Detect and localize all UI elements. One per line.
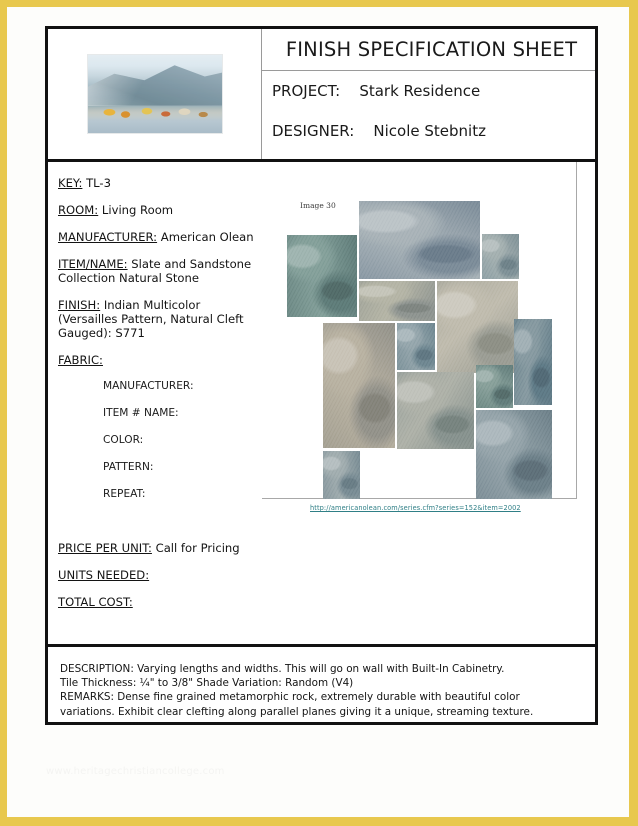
spec-field-item-name	[58, 257, 254, 285]
product-image-column	[262, 162, 595, 644]
frame-border-top	[0, 0, 638, 7]
spec-value-room: Living Room	[101, 203, 174, 217]
designer-field	[262, 122, 595, 140]
stone-tile	[476, 365, 513, 408]
header-photo-cell	[48, 29, 262, 159]
spec-field-units-needed	[58, 568, 254, 582]
stone-tile	[287, 235, 357, 317]
spec-label-manufacturer: MANUFACTURER:	[58, 230, 158, 244]
spec-field-room	[58, 203, 254, 217]
remarks-line-1: REMARKS: Dense fine grained metamorphic rock, extremely durable with beautiful color	[60, 691, 520, 704]
spec-label-total-cost: TOTAL COST:	[58, 595, 133, 609]
spec-label-room: ROOM:	[58, 203, 99, 217]
spec-field-total-cost	[58, 595, 254, 609]
page-watermark: www.heritagechristiancollege.com	[46, 766, 225, 777]
frame-border-bottom	[0, 817, 638, 826]
spec-label-item-name: ITEM/NAME:	[58, 257, 128, 271]
project-label: PROJECT:	[272, 82, 341, 100]
spec-field-manufacturer	[58, 230, 254, 244]
spec-value-finish: Indian Multicolor (Versailles Pattern, Natural Cleft Gauged): S771	[58, 298, 244, 340]
stone-tile	[437, 281, 518, 373]
table-body-row	[48, 162, 595, 647]
fabric-subfield-pattern: PATTERN:	[103, 461, 154, 473]
project-value: Stark Residence	[359, 82, 481, 100]
description-line-1: DESCRIPTION: Varying lengths and widths. This will go on wall with Built-In Cabinetry.	[60, 663, 505, 675]
spec-field-fabric	[58, 353, 254, 367]
stone-tile	[323, 451, 360, 499]
stone-image-panel	[262, 162, 577, 499]
header-text-cell	[262, 29, 595, 159]
specification-fields-column	[48, 162, 262, 644]
project-field	[262, 82, 595, 100]
spec-value-price-per-unit: Call for Pricing	[155, 541, 240, 555]
stone-tile	[476, 410, 552, 499]
fabric-subfield-manufacturer: MANUFACTURER:	[103, 380, 194, 392]
frame-border-right	[629, 0, 638, 826]
fabric-subfield-repeat: REPEAT:	[103, 488, 146, 500]
spec-label-fabric: FABRIC:	[58, 353, 103, 367]
designer-label: DESIGNER:	[272, 122, 355, 140]
stone-tile	[323, 323, 395, 448]
spec-field-key	[58, 176, 254, 190]
spec-field-price-per-unit	[58, 541, 254, 555]
spec-field-finish	[58, 298, 254, 340]
product-page-link[interactable]: http://americanolean.com/series.cfm?series=152&item=2002	[310, 504, 521, 512]
frame-border-left	[0, 0, 7, 826]
description-row	[48, 647, 595, 719]
designer-value: Nicole Stebnitz	[373, 122, 486, 140]
table-header-row	[48, 29, 595, 162]
spec-label-finish: FINISH:	[58, 298, 101, 312]
section-spacer	[58, 515, 254, 541]
stone-tile	[397, 323, 435, 370]
stone-tile	[397, 372, 474, 449]
stone-tile	[482, 234, 519, 279]
fabric-subfield-color: COLOR:	[103, 434, 144, 446]
fabric-subfield-item-name: ITEM # NAME:	[103, 407, 179, 419]
spec-label-units-needed: UNITS NEEDED:	[58, 568, 150, 582]
spec-label-key: KEY:	[58, 176, 83, 190]
page-title: FINISH SPECIFICATION SHEET	[262, 29, 595, 71]
remarks-line-2: variations. Exhibit clear clefting along parallel planes giving it a unique, streaming texture.	[60, 705, 534, 718]
spec-label-price-per-unit: PRICE PER UNIT:	[58, 541, 152, 555]
spec-value-key: TL-3	[86, 176, 111, 190]
stone-tile-mosaic	[262, 162, 577, 499]
finish-specification-table	[45, 26, 598, 725]
stone-tile	[359, 281, 435, 321]
image-caption: Image 30	[300, 201, 336, 210]
stone-tile	[514, 319, 552, 405]
spec-value-manufacturer: American Olean	[160, 230, 254, 244]
stone-tile	[359, 201, 480, 279]
spec-value-item-name: Slate and Sandstone Collection Natural Stone	[58, 257, 252, 285]
description-line-2: Tile Thickness: ¼" to 3/8" Shade Variation: Random (V4)	[60, 677, 354, 690]
mountain-village-lake-photo	[87, 54, 223, 134]
